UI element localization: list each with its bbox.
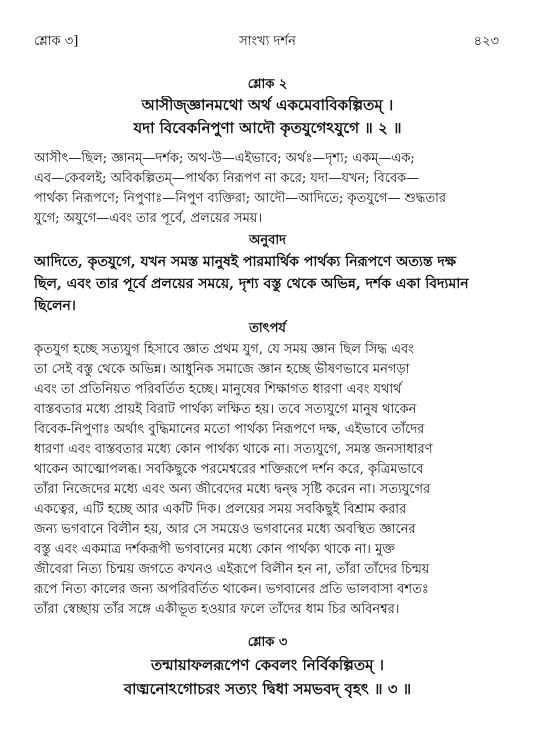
translation-heading: অনুবাদ bbox=[249, 233, 286, 248]
purport-line: রূপে নিত্য কালের জন্য অপরিবর্তিত থাকেন। ভগবানের প্রতি ভালবাসা বশতঃ bbox=[34, 582, 429, 597]
purport-line: জীবেরা নিত্য চিন্ময় জগতে কখনও এইরূপে বিলীন হন না, তাঁরা তাঁদের চিন্ময় bbox=[34, 562, 430, 577]
purport-heading: তাৎপর্য bbox=[249, 321, 286, 336]
purport-line: তা সেই বস্তু থেকে অভিন্ন। আধুনিক সমাজে জ্ঞান হচ্ছে ভীষণভাবে মনগড়া bbox=[34, 362, 410, 377]
page-number: ৪২৩ bbox=[473, 34, 499, 49]
translation-line-1: আদিতে, কৃতযুগে, যখন সমস্ত মানুষই পারমার্থিক পার্থক্য নিরূপণে অত্যন্ত দক্ষ bbox=[34, 254, 457, 270]
purport-line: বস্তু এবং একমাত্র দর্শকরূপী ভগবানের মধ্যে কোন পার্থক্য থাকে না। মুক্ত bbox=[34, 542, 395, 557]
running-head-title: সাংখ্য দর্শন bbox=[239, 34, 296, 49]
purport-line: থাকেন আত্মোপলব্ধ। সবকিছুকে পরমেশ্বরের শক্তিরূপে দর্শন করে, কৃত্রিমভাবে bbox=[34, 462, 424, 477]
translation-line-3: ছিলেন। bbox=[34, 298, 76, 314]
running-head-left: শ্লোক ৩] bbox=[34, 34, 79, 49]
purport-line: এবং তা প্রতিনিয়ত পরিবর্তিত হচ্ছে। মানুষের শিক্ষাগত ধারণা এবং যথার্থ bbox=[34, 382, 402, 397]
purport-line: বিবেক-নিপুণাঃ অর্থাৎ বুদ্ধিমানের মতো পার্থক্য নিরূপণে দক্ষ, এইভাবে তাঁদের bbox=[34, 422, 425, 437]
purport-line: জন্য ভগবানে বিলীন হয়, আর সে সময়েও ভগবানের মধ্যে অবস্থিত জ্ঞানের bbox=[34, 522, 416, 537]
verse-3-line-2: বাঙ্মনোঽগোচরং সত্যং দ্বিধা সমভবদ্ বৃহৎ ॥ ৩ ॥ bbox=[123, 680, 412, 698]
purport-line: ধারণা এবং বাস্তবতার মধ্যে কোন পার্থক্য থাকে না। সত্যযুগে, সমস্ত জনসাধারণ bbox=[34, 442, 433, 457]
verse-2-line-2: যদা বিবেকনিপুণা আদৌ কৃতযুগেঽযুগে ॥ ২ ॥ bbox=[133, 119, 402, 137]
verse-3-line-1: তন্মায়াফলরূপেণ কেবলং নির্বিকল্পিতম্ । bbox=[150, 656, 385, 674]
translation-line-2: ছিল, এবং তার পূর্বে প্রলয়ের সময়ে, দৃশ্য বস্তু থেকে অভিন্ন, দর্শক একা বিদ্যমান bbox=[34, 276, 469, 292]
verse-3-title: শ্লোক ৩ bbox=[247, 635, 288, 650]
purport-line: একত্বের, এটি হচ্ছে আর একটি দিক। প্রলয়ের সময় সবকিছুই বিশ্রাম করার bbox=[34, 502, 407, 517]
verse-2-title: শ্লোক ২ bbox=[247, 77, 288, 92]
verse-2-line-1: আসীজ্জ্ঞানমথো অর্থ একমেবাবিকল্পিতম্ । bbox=[141, 96, 394, 114]
purport-line: কৃতযুগ হচ্ছে সত্যযুগ হিসাবে জ্ঞাত প্রথম যুগ, যে সময় জ্ঞান ছিল সিদ্ধ এবং bbox=[34, 342, 414, 357]
purport-line: তাঁরা নিজেদের মধ্যে এবং অন্য জীবেদের মধ্যে দ্বন্দ্ব সৃষ্টি করেন না। সত্যযুগের bbox=[34, 482, 431, 497]
synonyms-line-2: এব—কেবলই; অবিকল্পিতম্—পার্থক্য নিরূপণ না করে; যদা—যখন; বিবেক— bbox=[34, 171, 420, 186]
synonyms-line-3: পার্থক্য নিরূপণে; নিপুণাঃ—নিপুণ ব্যক্তিরা; আদৌ—আদিতে; কৃতযুগে— শুদ্ধতার bbox=[34, 191, 447, 206]
synonyms-line-1: আসীৎ—ছিল; জ্ঞানম্—দর্শক; অথ-উ—এইভাবে; অর্থঃ—দৃশ্য; একম্—এক; bbox=[34, 151, 415, 166]
purport-line: বাস্তবতার মধ্যে প্রায়ই বিরাট পার্থক্য লক্ষিত হয়। তবে সত্যযুগে মানুষ থাকেন bbox=[34, 402, 417, 417]
synonyms-line-4: যুগে; অযুগে—এবং তার পূর্বে, প্রলয়ের সময়। bbox=[34, 211, 263, 226]
purport-line: তাঁরা স্বেচ্ছায় তাঁর সঙ্গে একীভূত হওয়ার ফলে তাঁদের ধাম চির অবিনশ্বর। bbox=[34, 602, 400, 617]
